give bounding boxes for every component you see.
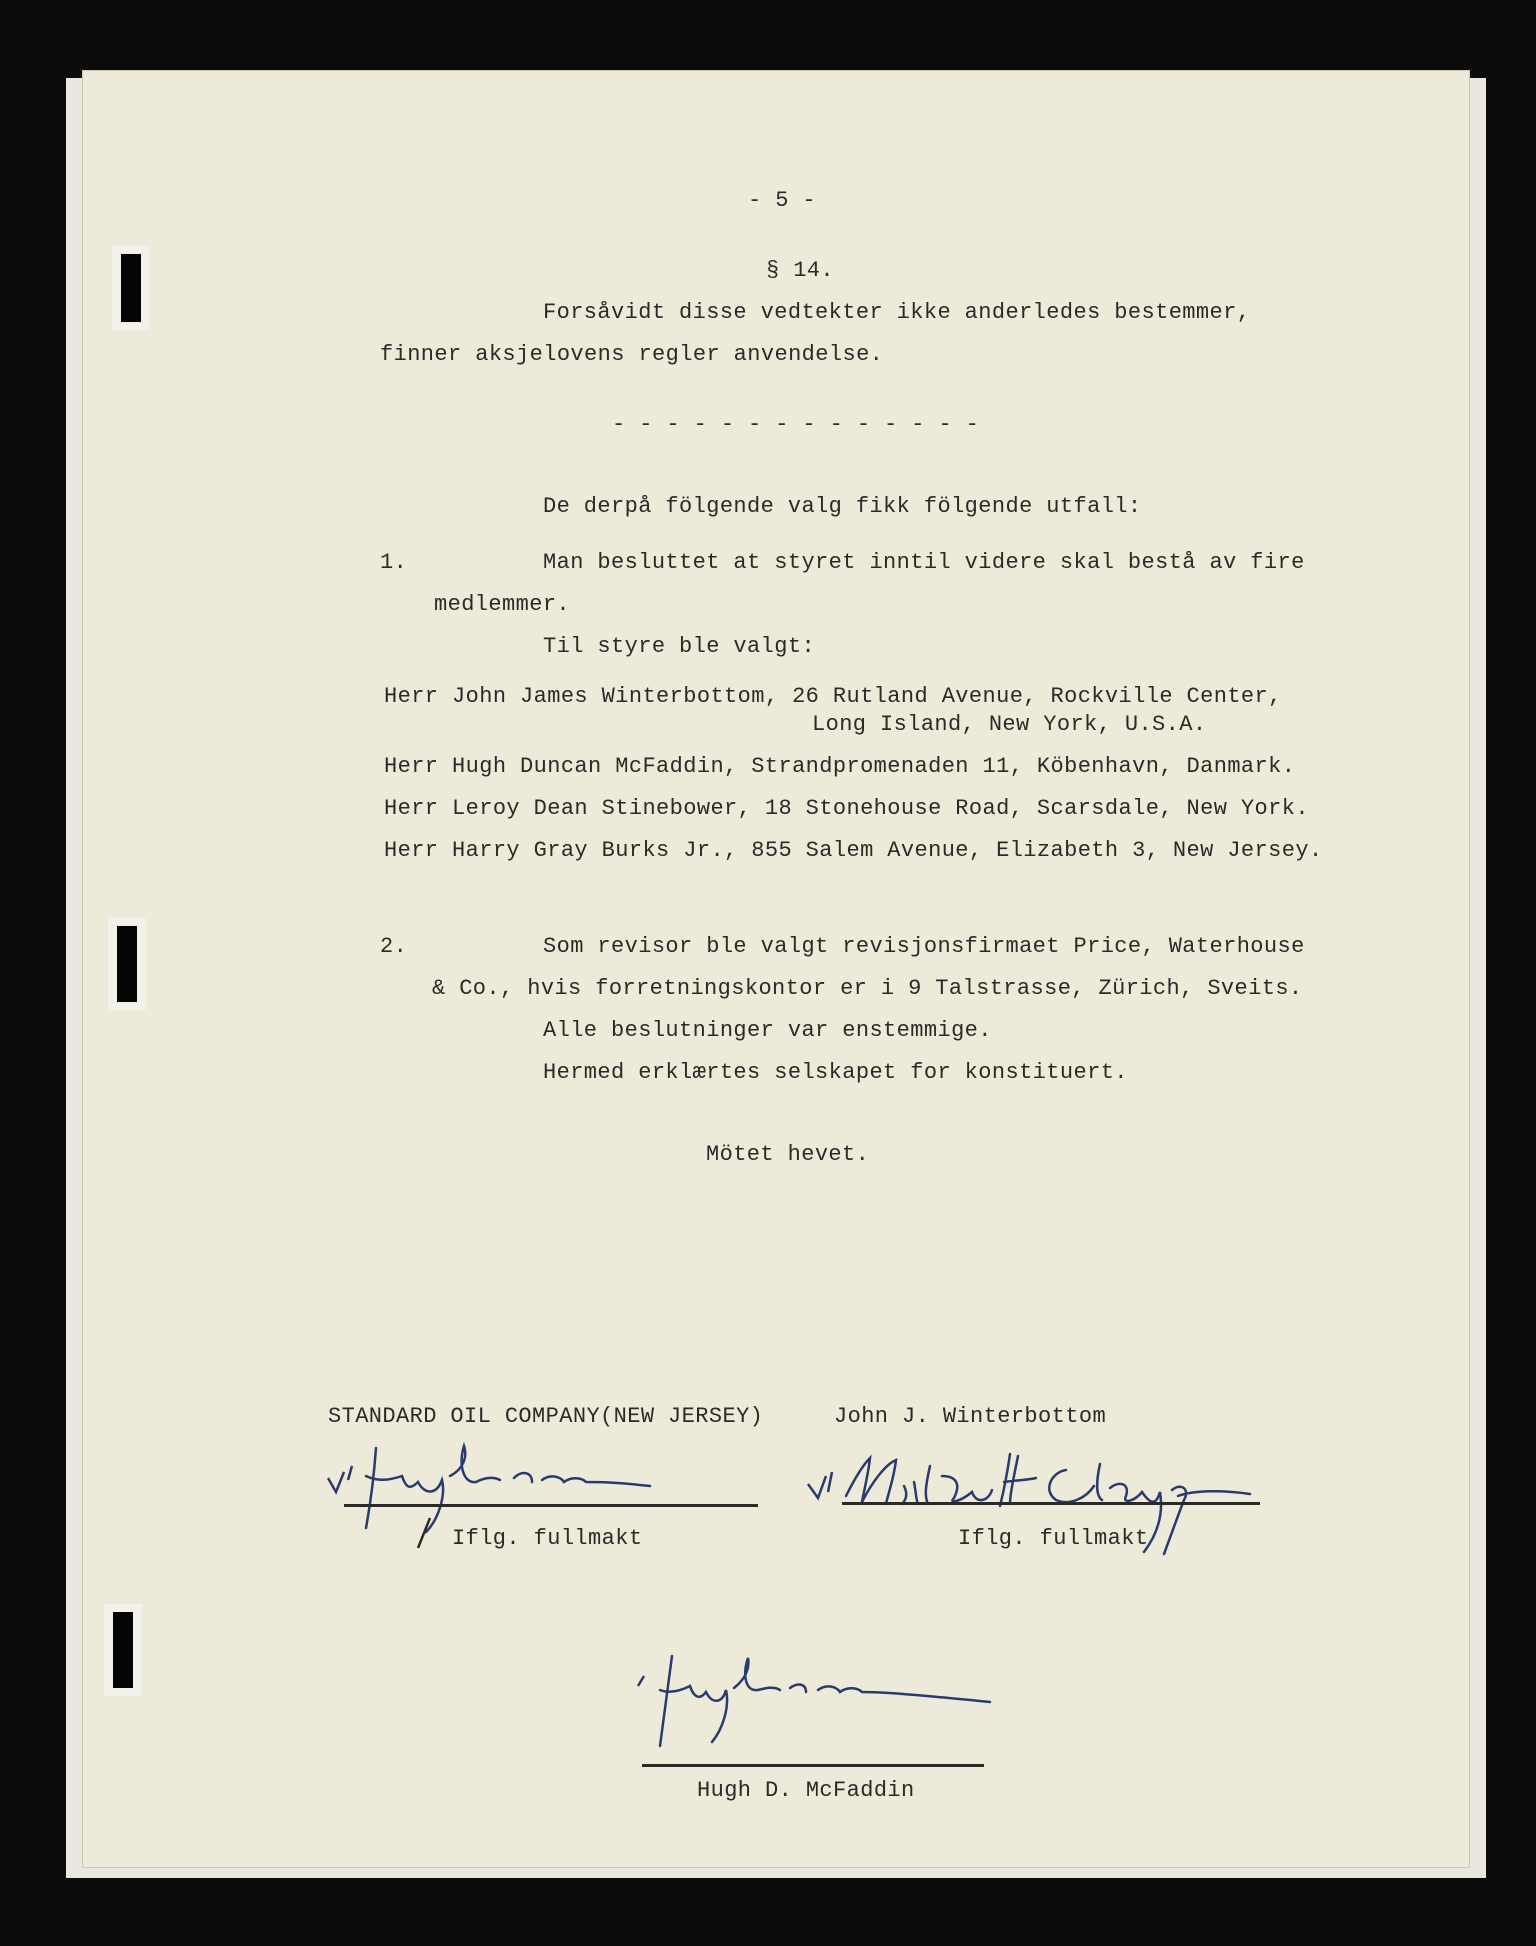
paragraph-line: Man besluttet at styret inntil videre skal bestå av fire (543, 550, 1305, 575)
item-number: 1. (380, 550, 408, 575)
signature-line (842, 1502, 1260, 1505)
binder-tab-top (112, 246, 150, 330)
member-line: Long Island, New York, U.S.A. (812, 712, 1207, 737)
intro-line: De derpå fölgende valg fikk fölgende utfall: (543, 494, 1142, 519)
member-line: Herr Hugh Duncan McFaddin, Strandpromenaden 11, Köbenhavn, Danmark. (384, 754, 1296, 779)
paragraph-line: Som revisor ble valgt revisjonsfirmaet Price, Waterhouse (543, 934, 1305, 959)
member-line: Herr John James Winterbottom, 26 Rutland Avenue, Rockville Center, (384, 684, 1282, 709)
paragraph-line: Alle beslutninger var enstemmige. (543, 1018, 992, 1043)
binder-tab-middle (108, 918, 146, 1010)
separator-line: - - - - - - - - - - - - - - (612, 412, 980, 437)
binder-tab-bottom (104, 1604, 142, 1696)
member-line: Herr Leroy Dean Stinebower, 18 Stonehouse Road, Scarsdale, New York. (384, 796, 1309, 821)
paragraph-line: medlemmer. (434, 592, 571, 617)
member-line: Herr Harry Gray Burks Jr., 855 Salem Avenue, Elizabeth 3, New Jersey. (384, 838, 1323, 863)
signature-caption: Iflg. fullmakt (958, 1526, 1149, 1551)
page-number: - 5 - (748, 188, 817, 213)
signature-tick (412, 1514, 436, 1554)
bottom-signature (630, 1646, 1010, 1762)
company-name: STANDARD OIL COMPANY(NEW JERSEY) (328, 1404, 764, 1429)
paragraph-line: finner aksjelovens regler anvendelse. (380, 342, 884, 367)
item-number: 2. (380, 934, 408, 959)
signatory-name: John J. Winterbottom (834, 1404, 1107, 1429)
paragraph-line: Forsåvidt disse vedtekter ikke anderledes bestemmer, (543, 300, 1251, 325)
paragraph-line: Hermed erklærtes selskapet for konstituert. (543, 1060, 1128, 1085)
paragraph-line: Til styre ble valgt: (543, 634, 816, 659)
closing-line: Mötet hevet. (706, 1142, 870, 1167)
signature-line (642, 1764, 984, 1767)
paragraph-line: & Co., hvis forretningskontor er i 9 Talstrasse, Zürich, Sveits. (432, 976, 1303, 1001)
signature-line (344, 1504, 758, 1507)
section-heading: § 14. (766, 258, 835, 283)
signatory-name: Hugh D. McFaddin (697, 1778, 915, 1803)
signature-caption: Iflg. fullmakt (452, 1526, 643, 1551)
document-page (82, 70, 1470, 1868)
